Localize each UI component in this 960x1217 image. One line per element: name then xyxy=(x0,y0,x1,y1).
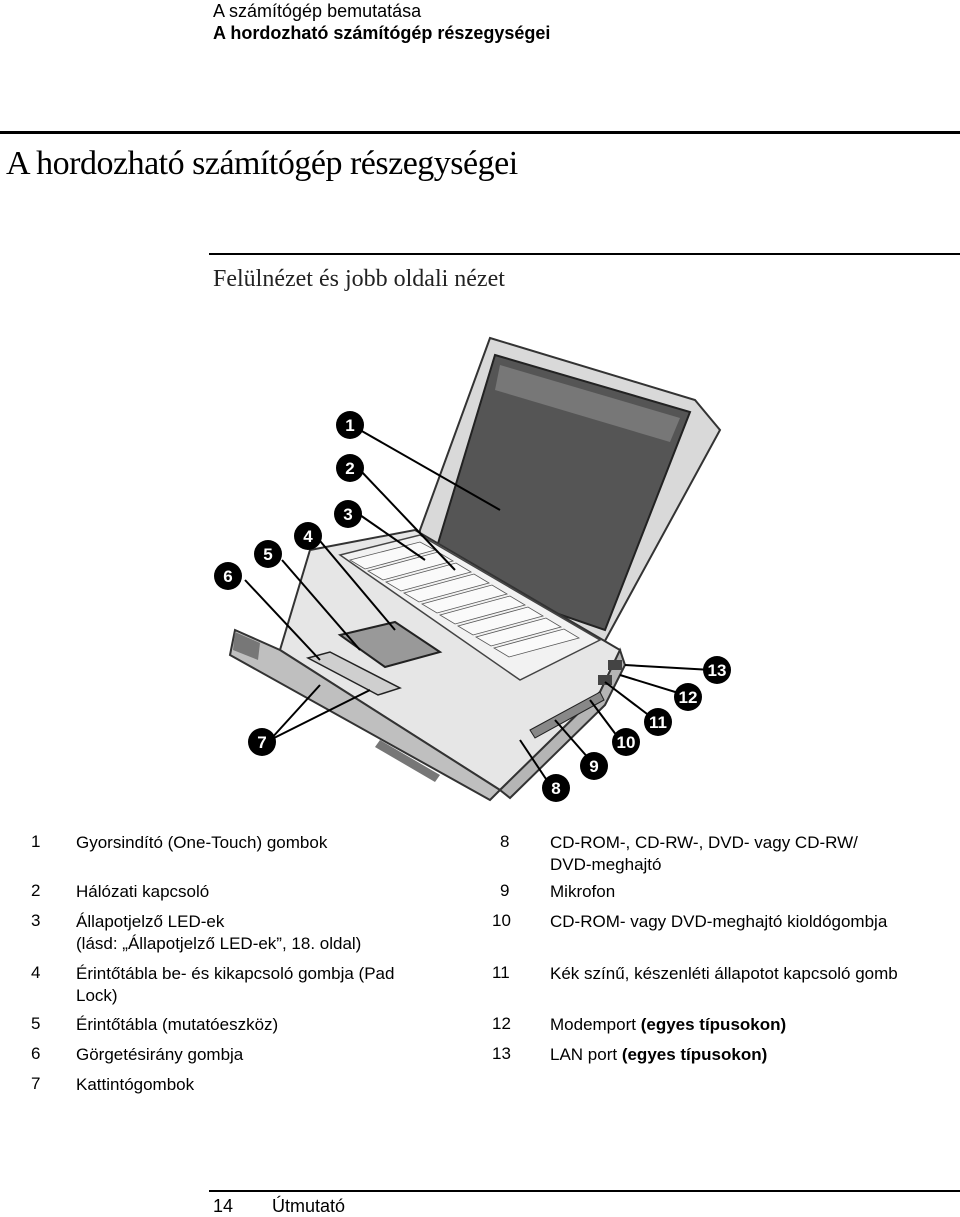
callout-3 xyxy=(334,500,362,528)
legend-text-cont: DVD-meghajtó xyxy=(550,855,662,874)
legend-num: 7 xyxy=(31,1074,41,1093)
legend-num: 11 xyxy=(492,963,510,982)
svg-text:3: 3 xyxy=(343,505,353,524)
callout-2 xyxy=(336,454,364,482)
svg-text:6: 6 xyxy=(223,567,233,586)
legend-text: Kattintógombok xyxy=(76,1075,195,1094)
header-subsection: A hordozható számítógép részegységei xyxy=(213,23,551,43)
legend-text xyxy=(550,1044,767,1066)
callout-10 xyxy=(612,728,640,756)
legend-text: Gyorsindító (One-Touch) gombok xyxy=(76,833,328,852)
callout-11 xyxy=(644,708,672,736)
svg-text:10: 10 xyxy=(616,733,636,752)
svg-text:12: 12 xyxy=(678,688,698,707)
legend-text xyxy=(550,1014,786,1036)
svg-text:7: 7 xyxy=(257,733,267,752)
legend-num: 13 xyxy=(492,1044,511,1063)
page-number: 14 xyxy=(213,1196,234,1216)
callout-8 xyxy=(542,774,570,802)
laptop-illustration xyxy=(200,320,960,810)
legend-text-plain: Modemport xyxy=(550,1015,641,1034)
legend-num: 6 xyxy=(31,1044,41,1063)
legend-text: Görgetésirány gombja xyxy=(76,1045,244,1064)
legend-text: Érintőtábla be- és kikapcsoló gombja (Pad xyxy=(76,964,395,983)
modem-port xyxy=(598,675,612,685)
callout-9 xyxy=(580,752,608,780)
running-header xyxy=(213,0,550,44)
legend-text: Kék színű, készenléti állapotot kapcsoló gomb xyxy=(550,964,898,983)
legend-num: 1 xyxy=(31,832,41,851)
legend-num: 2 xyxy=(31,881,41,900)
legend-num: 9 xyxy=(500,881,510,900)
svg-text:2: 2 xyxy=(345,459,355,478)
legend-text: Hálózati kapcsoló xyxy=(76,882,210,901)
legend-num: 4 xyxy=(31,963,41,982)
top-rule xyxy=(0,131,960,134)
callout-7 xyxy=(248,728,276,756)
svg-text:11: 11 xyxy=(649,713,667,732)
svg-text:9: 9 xyxy=(589,757,599,776)
legend-text: Állapotjelző LED-ek xyxy=(76,912,225,931)
svg-text:13: 13 xyxy=(707,661,727,680)
page-subtitle: Felülnézet és jobb oldali nézet xyxy=(213,266,505,292)
legend-num: 10 xyxy=(492,911,511,930)
callout-12 xyxy=(674,683,702,711)
legend-text: CD-ROM- vagy DVD-meghajtó kioldógombja xyxy=(550,912,888,931)
legend-text-cont: (lásd: „Állapotjelző LED-ek”, 18. oldal) xyxy=(76,934,362,953)
footer-label: Útmutató xyxy=(272,1196,346,1216)
legend-text: CD-ROM-, CD-RW-, DVD- vagy CD-RW/ xyxy=(550,833,858,852)
legend-num: 12 xyxy=(492,1014,511,1033)
legend-num: 3 xyxy=(31,911,41,930)
legend-text-bold: (egyes típusokon) xyxy=(621,1045,768,1064)
subtitle-rule xyxy=(209,253,960,255)
svg-text:1: 1 xyxy=(345,416,355,435)
legend-text: Mikrofon xyxy=(550,882,616,901)
callout-13 xyxy=(703,656,731,684)
header-section: A számítógép bemutatása xyxy=(213,1,422,21)
footer-rule xyxy=(209,1190,960,1192)
legend-text-bold: (egyes típusokon) xyxy=(640,1015,787,1034)
callout-6 xyxy=(214,562,242,590)
svg-text:4: 4 xyxy=(303,527,313,546)
legend-text-cont: Lock) xyxy=(76,986,118,1005)
legend-text: Érintőtábla (mutatóeszköz) xyxy=(76,1015,279,1034)
lan-port xyxy=(608,660,622,670)
callout-5 xyxy=(254,540,282,568)
page-title: A hordozható számítógép részegységei xyxy=(6,145,518,182)
legend-num: 8 xyxy=(500,832,510,851)
callout-1 xyxy=(336,411,364,439)
svg-text:5: 5 xyxy=(263,545,273,564)
svg-text:8: 8 xyxy=(551,779,561,798)
legend-text-plain: LAN port xyxy=(550,1045,622,1064)
legend-num: 5 xyxy=(31,1014,41,1033)
callout-4 xyxy=(294,522,322,550)
